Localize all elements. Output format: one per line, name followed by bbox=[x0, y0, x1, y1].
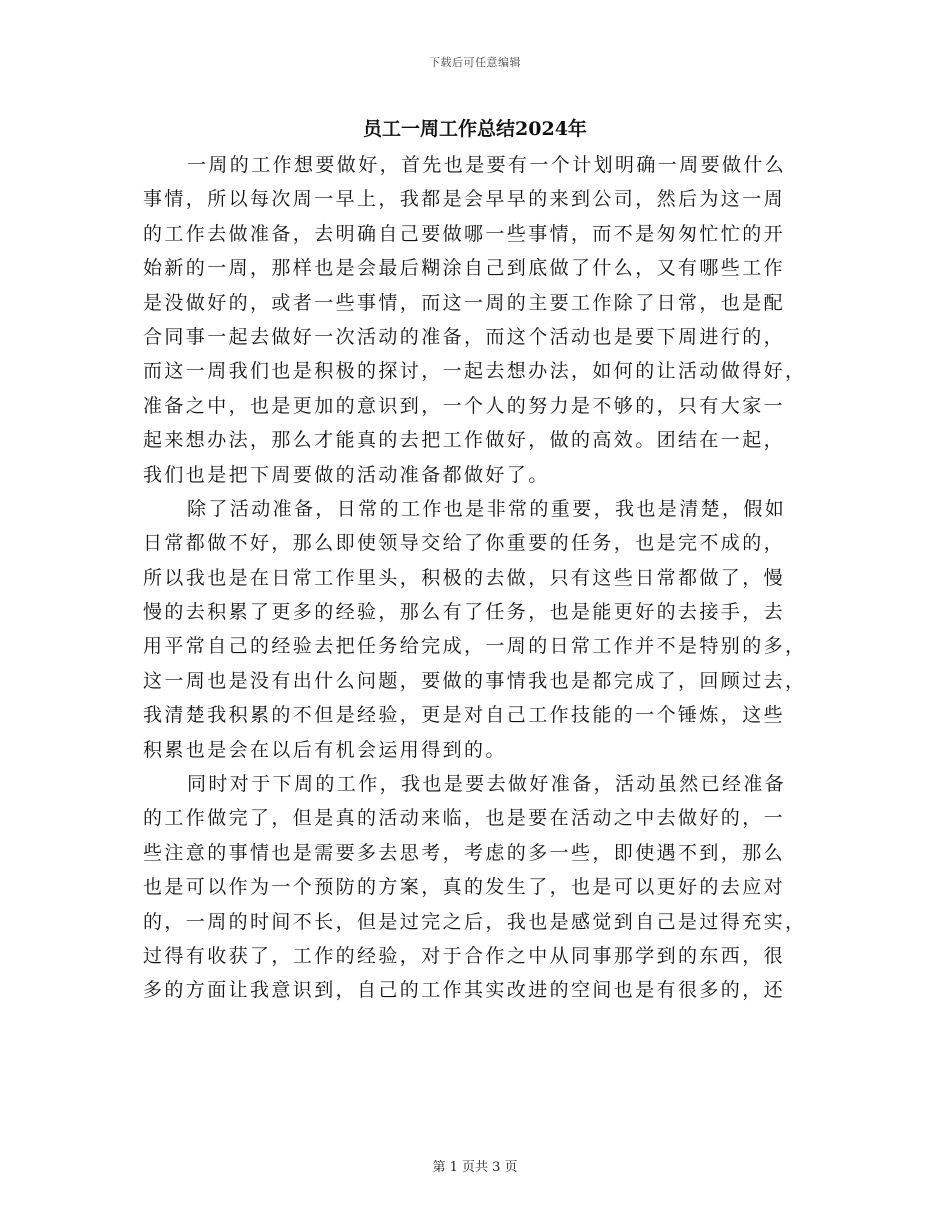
page-number-footer: 第 1 页共 3 页 bbox=[432, 1160, 518, 1175]
paragraph-2-line: 这一周也是没有出什么问题，要做的事情我也是都完成了，回顾过去， bbox=[143, 669, 807, 692]
paragraph-1-line: 是没做好的，或者一些事情，而这一周的主要工作除了日常，也是配 bbox=[143, 291, 786, 314]
paragraph-3-line: 的，一周的时间不长，但是过完之后，我也是感觉到自己是过得充实， bbox=[143, 910, 807, 933]
paragraph-3-line: 也是可以作为一个预防的方案，真的发生了，也是可以更好的去应对 bbox=[143, 876, 786, 899]
header-note: 下载后可任意编辑 bbox=[429, 56, 521, 69]
paragraph-3-line: 同时对于下周的工作，我也是要去做好准备，活动虽然已经准备 bbox=[187, 773, 787, 796]
paragraph-3-line: 些注意的事情也是需要多去思考，考虑的多一些，即使遇不到，那么 bbox=[143, 841, 786, 864]
paragraph-1-line: 起来想办法，那么才能真的去把工作做好，做的高效。团结在一起， bbox=[143, 429, 786, 452]
paragraph-2-line: 所以我也是在日常工作里头，积极的去做，只有这些日常都做了，慢 bbox=[143, 566, 786, 589]
paragraph-1-line: 合同事一起去做好一次活动的准备，而这个活动也是要下周进行的， bbox=[143, 325, 786, 348]
paragraph-3-line: 多的方面让我意识到，自己的工作其实改进的空间也是有很多的，还 bbox=[143, 979, 786, 1002]
paragraph-2-line: 我清楚我积累的不但是经验，更是对自己工作技能的一个锤炼，这些 bbox=[143, 704, 786, 727]
paragraph-1-line: 事情，所以每次周一早上，我都是会早早的来到公司，然后为这一周 bbox=[143, 188, 786, 211]
paragraph-2-line: 慢的去积累了更多的经验，那么有了任务，也是能更好的去接手，去 bbox=[143, 601, 786, 624]
paragraph-1-line: 而这一周我们也是积极的探讨，一起去想办法，如何的让活动做得好， bbox=[143, 360, 807, 383]
paragraph-3-line: 的工作做完了，但是真的活动来临，也是要在活动之中去做好的，一 bbox=[143, 807, 786, 830]
paragraph-1-line: 始新的一周，那样也是会最后糊涂自己到底做了什么，又有哪些工作 bbox=[143, 257, 786, 280]
paragraph-1-line: 的工作去做准备，去明确自己要做哪一些事情，而不是匆匆忙忙的开 bbox=[143, 222, 786, 245]
document-title: 员工一周工作总结2024年 bbox=[363, 118, 587, 140]
paragraph-1-line: 我们也是把下周要做的活动准备都做好了。 bbox=[143, 463, 550, 486]
paragraph-3-line: 过得有收获了，工作的经验，对于合作之中从同事那学到的东西，很 bbox=[143, 944, 786, 967]
paragraph-2-line: 日常都做不好，那么即使领导交给了你重要的任务，也是完不成的， bbox=[143, 532, 786, 555]
paragraph-1-line: 一周的工作想要做好，首先也是要有一个计划明确一周要做什么 bbox=[187, 154, 787, 176]
paragraph-2-line: 除了活动准备，日常的工作也是非常的重要，我也是清楚，假如 bbox=[187, 497, 787, 520]
paragraph-1-line: 准备之中，也是更加的意识到，一个人的努力是不够的，只有大家一 bbox=[143, 394, 786, 417]
paragraph-2-line: 积累也是会在以后有机会运用得到的。 bbox=[143, 738, 507, 761]
document-body bbox=[143, 148, 805, 1008]
paragraph-2-line: 用平常自己的经验去把任务给完成，一周的日常工作并不是特别的多， bbox=[143, 635, 807, 658]
